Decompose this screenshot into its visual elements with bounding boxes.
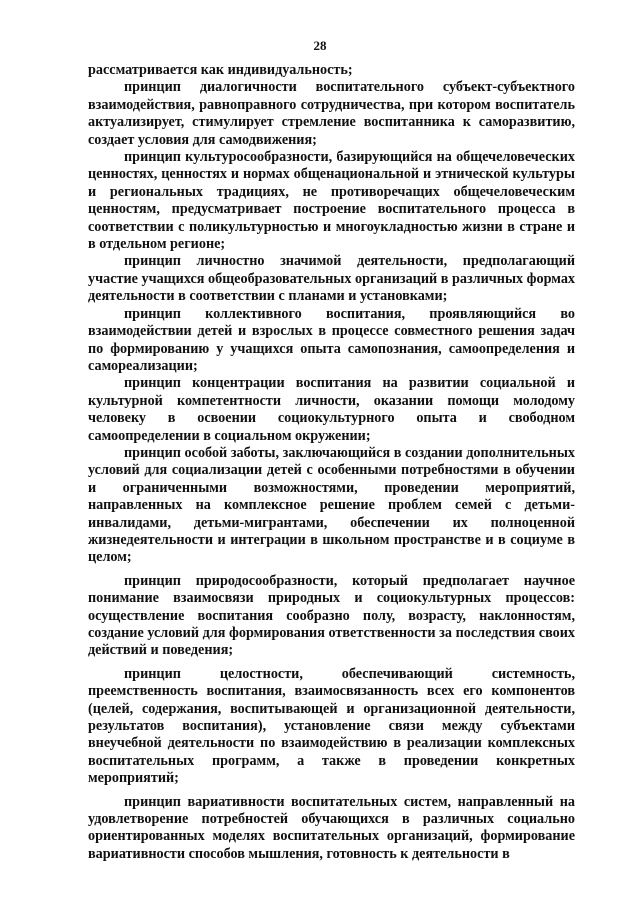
paragraph-activity-principle: принцип личностно значимой деятельности, предполагающий участие учащихся общеобразовательных организаций в различных формах деятельности в соответствии с планами и установками; [88,253,576,305]
paragraph-integrity-principle: принцип целостности, обеспечивающий системность, преемственность воспитания, взаимосвязанность всех его компонентов (целей, содержания, воспитывающей и организационной деятельности, результатов воспитания), установление связи между субъектами внеучебной деятельности по взаимодействию в реализации комплексных воспитательных программ, а также в проведении конкретных мероприятий; [88,665,575,787]
paragraph-concentration-principle: принцип концентрации воспитания на развитии социальной и культурной компетентности личности, оказании помощи молодому человеку в освоении социокультурного опыта и свободном самоопределении в социальном окружении; [88,375,575,444]
paragraph-variability-principle: принцип вариативности воспитательных систем, направленный на удовлетворение потребностей обучающихся в различных социально ориентированных моделях воспитательных организаций, формирование вариативности способов мышления, готовность к деятельности в [88,793,575,862]
paragraph-continuation: рассматривается как индивидуальность; [88,62,353,78]
page-number: 28 [313,38,327,53]
paragraph-cultural-principle: принцип культуросообразности, базирующийся на общечеловеческих ценностях, ценностях и нормах общенациональной и этнической культуры и региональных традициях, не противоречащих общечеловеческим ценностям, предусматривает построение воспитательного процесса в соответствии с поликультурностью и многоукладностью жизни в стране и в отдельном регионе; [88,149,575,253]
document-body [88,62,575,863]
paragraph-dialogic-principle: принцип диалогичности воспитательного субъект-субъектного взаимодействия, равноправного сотрудничества, при котором воспитатель актуализирует, стимулирует стремление воспитанника к саморазвитию, создает условия для самодвижения; [88,79,575,148]
paragraph-special-care-principle: принцип особой заботы, заключающийся в создании дополнительных условий для социализации детей с особенными потребностями в обучении и ограниченными возможностями, проведении мероприятий, направленных на комплексное решение проблем семей с детьми-инвалидами, детьми-мигрантами, обеспечении их полноценной жизнедеятельности и интеграции в школьном пространстве и в социуме в целом; [88,444,575,566]
paragraph-nature-principle: принцип природосообразности, который предполагает научное понимание взаимосвязи природных и социокультурных процессов: осуществление воспитания сообразно полу, возрасту, наклонностям, создание условий для формирования ответственности за последствия своих действий и поведения; [88,572,575,659]
paragraph-collective-principle: принцип коллективного воспитания, проявляющийся во взаимодействии детей и взрослых в процессе совместного решения задач по формированию у учащихся опыта самопознания, самоопределения и самореализации; [88,305,575,374]
